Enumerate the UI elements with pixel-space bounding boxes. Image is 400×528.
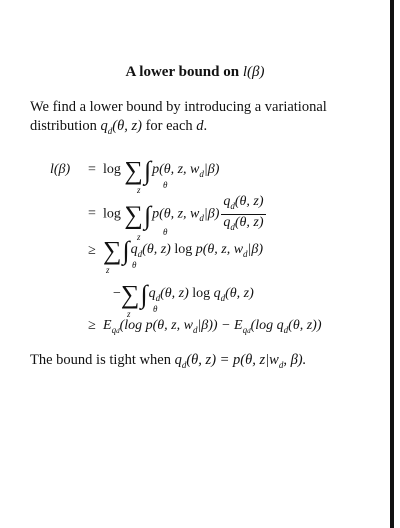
derivation-block xyxy=(0,156,390,336)
q-args: (θ, z) xyxy=(234,214,264,230)
line5-c: (log q xyxy=(250,318,284,333)
q-args: (θ, z) xyxy=(234,194,264,209)
sum-symbol: ∑ xyxy=(124,200,143,230)
q-sub: d xyxy=(137,248,143,259)
eq-line-4 xyxy=(113,280,254,319)
conclusion-q-sub: d xyxy=(181,359,187,370)
sum-symbol: ∑ xyxy=(103,236,122,265)
q-sub: d xyxy=(230,200,235,211)
e-sub: q xyxy=(111,324,117,335)
sum-sub-z: z xyxy=(106,265,110,275)
eq-line-2 xyxy=(103,194,266,242)
e-subsub: d xyxy=(116,326,120,335)
integral-symbol: ∫ xyxy=(143,200,152,230)
sum-symbol: ∑ xyxy=(124,156,143,185)
int-sub-theta: θ xyxy=(153,304,158,314)
sum-sub-z: z xyxy=(127,309,131,319)
line5-a: (log p(θ, z, w xyxy=(119,318,193,333)
int-sub-theta: θ xyxy=(163,227,168,237)
eq-rel-2: = xyxy=(88,206,96,221)
fraction xyxy=(221,194,265,235)
int-sub-theta: θ xyxy=(163,180,168,190)
line5-b: |β)) − E xyxy=(197,318,243,333)
integral-symbol: ∫ xyxy=(122,236,130,265)
intro-text-after: for each xyxy=(145,118,193,134)
eq-line-5 xyxy=(103,318,321,335)
intro-paragraph xyxy=(30,98,370,141)
q-args: (θ, z) xyxy=(160,286,189,301)
e-subsub: d xyxy=(247,326,251,335)
p-joint: p(θ, z, w xyxy=(152,206,200,222)
intro-q: q xyxy=(100,118,108,134)
q: q xyxy=(130,242,138,257)
log-op: log xyxy=(174,242,193,257)
minus-sign: − xyxy=(113,286,121,301)
slide-title xyxy=(0,64,390,81)
q: q xyxy=(223,194,231,209)
intro-var-d: d xyxy=(196,118,204,134)
w-sub: d xyxy=(192,324,198,335)
conclusion-q: q xyxy=(174,352,182,368)
log-op: log xyxy=(103,206,121,222)
int-sub-theta: θ xyxy=(132,260,137,270)
q-sub: d xyxy=(155,292,161,303)
line5-d: (θ, z)) xyxy=(288,318,322,333)
log-op: log xyxy=(103,162,121,177)
page-border xyxy=(390,0,394,528)
p-joint: p(θ, z, w xyxy=(195,242,244,257)
eq-rel-1: = xyxy=(88,162,96,177)
p-end: |β) xyxy=(203,162,220,177)
w-sub: d xyxy=(243,248,248,259)
sum-sub-z: z xyxy=(137,232,141,242)
q-args: (θ, z) xyxy=(142,242,171,257)
p-end: |β) xyxy=(247,242,264,257)
eq-rel-5: ≥ xyxy=(88,318,96,333)
q: q xyxy=(213,286,221,301)
integral-symbol: ∫ xyxy=(143,156,152,185)
p-joint: p(θ, z, w xyxy=(152,162,200,177)
q-sub: d xyxy=(283,324,289,335)
conclusion-w-sub: d xyxy=(278,359,284,370)
intro-text: We find a lower bound by introducing a variational distribution xyxy=(30,99,327,134)
eq-lhs: l(β) xyxy=(50,162,71,177)
q: q xyxy=(148,286,156,301)
intro-q-sub: d xyxy=(107,125,113,136)
conclusion-text: The bound is tight when xyxy=(30,352,171,368)
conclusion-end: , β). xyxy=(283,352,307,368)
eq-line-3 xyxy=(103,236,264,275)
conclusion-args: (θ, z) = p(θ, z|w xyxy=(186,352,279,368)
intro-q-args: (θ, z) xyxy=(112,118,142,134)
w-sub: d xyxy=(199,168,204,179)
w-sub: d xyxy=(199,213,204,224)
q-sub: d xyxy=(220,292,226,303)
conclusion-line xyxy=(30,352,370,370)
log-op: log xyxy=(192,286,211,301)
sum-symbol: ∑ xyxy=(120,280,140,309)
eq-rel-3: ≥ xyxy=(88,243,96,258)
expectation-E: E xyxy=(103,318,112,333)
e-sub: q xyxy=(242,324,248,335)
title-text: A lower bound on xyxy=(125,64,240,80)
q-sub: d xyxy=(230,221,235,232)
p-end: |β) xyxy=(203,206,220,222)
title-math: l(β) xyxy=(242,64,265,80)
integral-symbol: ∫ xyxy=(140,280,148,309)
q: q xyxy=(223,214,231,230)
q-args: (θ, z) xyxy=(225,286,254,301)
intro-period: . xyxy=(203,118,208,134)
sum-sub-z: z xyxy=(137,185,141,195)
eq-line-1 xyxy=(103,156,220,195)
